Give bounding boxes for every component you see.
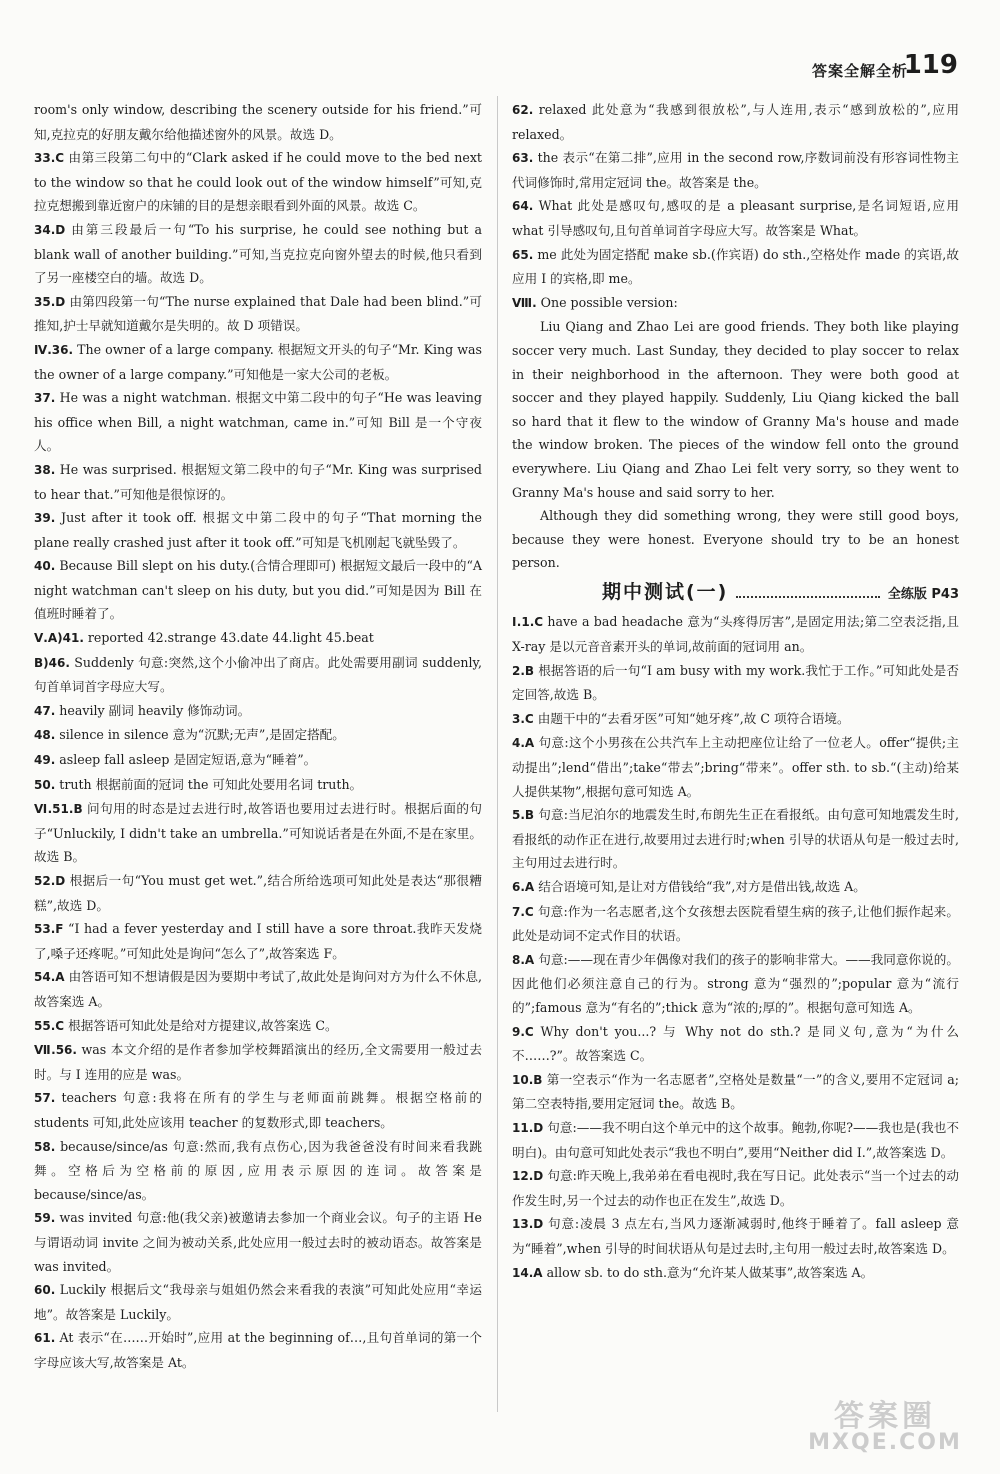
- answer-explanation: Because Bill slept on his duty.(合情合理即可) 根据短文最后一段中的“A night watchman can't sleep on his duty, but you did.”可知是因为 Bill 在值班时睡着了。: [34, 558, 482, 622]
- answer-number: 12.D: [512, 1169, 544, 1184]
- answer-explanation: was 本文介绍的是作者参加学校舞蹈演出的经历,全文需要用一般过去时。与 I 连用的应是 was。: [34, 1042, 482, 1082]
- answer-number: 37.: [34, 391, 56, 406]
- page-header: [0, 0, 1000, 92]
- answer-item: [512, 900, 959, 948]
- answer-item: [34, 1014, 482, 1039]
- answer-explanation: the 表示“在第二排”,应用 in the second row,序数词前没有形容词性物主代词修饰时,常用定冠词 the。故答案是 the。: [512, 150, 959, 190]
- answer-explanation: silence in silence 意为“沉默;无声”,是固定搭配。: [59, 727, 345, 743]
- section-heading: [512, 581, 959, 607]
- answer-item: [34, 651, 482, 699]
- answer-item: [34, 1038, 482, 1086]
- answer-explanation: Suddenly 句意:突然,这个小偷冲出了商店。此处需要用副词 suddenly,句首单词首字母应大写。: [34, 654, 482, 695]
- answer-explanation: Just after it took off. 根据文中第二段中的句子“That morning the plane really crashed just after it took off.”可知是飞机刚起飞就坠毁了。: [34, 510, 482, 550]
- answer-number: 9.C: [512, 1024, 534, 1039]
- answer-item: [34, 1135, 482, 1207]
- answer-item: [34, 1326, 482, 1374]
- answer-number: 34.D: [34, 222, 66, 237]
- answer-explanation: 句意:——现在青少年偶像对我们的孩子的影响非常大。——我同意你说的。因此他们必须注意自己的行为。strong 意为“强烈的”;popular 意为“流行的”;famous 意为“有名的”;thick 意为“浓的;厚的”。根据句意可知选 A。: [512, 951, 959, 1015]
- answer-item: [34, 218, 482, 290]
- answer-item: [34, 626, 482, 651]
- answer-item: [34, 699, 482, 724]
- answer-number: 50.: [34, 777, 56, 792]
- answer-item: [512, 1261, 959, 1286]
- answer-number: 39.: [34, 511, 56, 526]
- answer-number: Ⅶ.56.: [34, 1043, 77, 1058]
- answer-explanation: room's only window, describing the scenery outside for his friend.”可知,克拉克的好朋友戴尔给他描述窗外的风景。故选 D。: [34, 102, 482, 142]
- column-divider: [497, 96, 498, 1412]
- answer-item: [34, 554, 482, 626]
- answer-number: Ⅳ.36.: [34, 342, 74, 357]
- answer-explanation: 由第三段第二句中的“Clark asked if he could move to the bed next to the window so that he could look out of the window himself”可知,克拉克想搬到靠近窗户的床铺的目的是想亲眼看到外面的风景。故选 C。: [34, 150, 482, 214]
- answer-explanation: teachers 句意:我将在所有的学生与老师面前跳舞。根据空格前的 students 可知,此处应该用 teacher 的复数形式,即 teachers。: [34, 1090, 482, 1130]
- answer-item: [34, 869, 482, 917]
- answer-explanation: One possible version:: [540, 294, 678, 310]
- answer-item: [34, 1278, 482, 1326]
- answer-explanation: 句意:昨天晚上,我弟弟在看电视时,我在写日记。此处表示“当一个过去的动作发生时,另一个过去的动作也正在发生”,故选 D。: [512, 1168, 959, 1208]
- answer-number: Ⅷ.: [512, 295, 537, 310]
- answer-number: 6.A: [512, 880, 535, 894]
- answer-number: 47.: [34, 703, 56, 718]
- answer-number: 64.: [512, 199, 534, 214]
- answer-item: [512, 1164, 959, 1212]
- answer-item: [512, 610, 959, 658]
- answer-item: [34, 748, 482, 773]
- answer-number: 61.: [34, 1331, 56, 1346]
- answer-number: 33.C: [34, 151, 65, 166]
- answer-number: Ⅵ.51.B: [34, 802, 83, 817]
- answer-explanation: “I had a fever yesterday and I still have a sore throat.我昨天发烧了,嗓子还疼呢。”可知此处是询问“怎么了”,故答案选 F。: [34, 921, 482, 961]
- answer-item: [34, 506, 482, 554]
- answer-item: [34, 458, 482, 506]
- answer-number: 55.C: [34, 1018, 65, 1033]
- answer-item: [34, 917, 482, 965]
- answer-item: [512, 731, 959, 803]
- answer-item: [34, 338, 482, 386]
- answer-number: Ⅰ.1.C: [512, 615, 544, 630]
- answer-number: 54.A: [34, 970, 65, 985]
- answer-item: [512, 98, 959, 146]
- answer-item: [512, 194, 959, 242]
- answer-explanation: What 此处是感叹句,感叹的是 a pleasant surprise,是名词短语,应用 what 引导感叹句,且句首单词首字母应大写。故答案是 What。: [512, 198, 959, 238]
- answer-explanation: 句意:凌晨 3 点左右,当风力逐渐减弱时,他终于睡着了。fall asleep 意为“睡着”,when 引导的时间状语从句是过去时,主句用一般过去时,故答案选 D。: [512, 1216, 959, 1256]
- answer-item: [34, 290, 482, 338]
- answer-explanation: 根据答语的后一句“I am busy with my work.我忙于工作。”可知此处是否定回答,故选 B。: [512, 662, 959, 703]
- answer-explanation: reported 42.strange 43.date 44.light 45.beat: [87, 630, 374, 646]
- answer-number: 2.B: [512, 663, 535, 678]
- answer-item: [512, 948, 959, 1020]
- answer-explanation: 由答语可知不想请假是因为要期中考试了,故此处是询问对方为什么不休息,故答案选 A。: [34, 969, 482, 1009]
- answer-item: [512, 803, 959, 875]
- answer-item: [512, 875, 959, 900]
- answer-number: 65.: [512, 247, 534, 262]
- answer-item: [512, 1212, 959, 1260]
- answer-explanation: 由第三段最后一句“To his surprise, he could see nothing but a blank wall of another building.”可知,当克拉克向窗外望去的时候,他只看到了另一座楼空白的墙。故选 D。: [34, 221, 482, 286]
- answer-item: [512, 707, 959, 732]
- answer-number: 38.: [34, 462, 56, 477]
- answer-explanation: 句意:当尼泊尔的地震发生时,布朗先生正在看报纸。由句意可知地震发生时,看报纸的动作正在进行,故要用过去进行时;when 引导的状语从句是一般过去时,主句用过去进行时。: [512, 807, 959, 871]
- answer-item: [34, 146, 482, 218]
- answer-explanation: because/since/as 句意:然而,我有点伤心,因为我爸爸没有时间来看我跳舞。空格后为空格前的原因,应用表示原因的连词。故答案是 because/since/as。: [34, 1138, 482, 1202]
- answer-explanation: Why don't you...? 与 Why not do sth.? 是同义句,意为“为什么不……?”。故答案选 C。: [512, 1023, 959, 1064]
- page-number: 119: [903, 50, 958, 80]
- answer-explanation: 结合语境可知,是让对方借钱给“我”,对方是借出钱,故选 A。: [538, 879, 866, 894]
- answer-explanation: was invited 句意:他(我父亲)被邀请去参加一个商业会议。句子的主语 He 与谓语动词 invite 之间为被动关系,此处应用一般过去时的被动语态。故答案是 was invited。: [34, 1210, 482, 1274]
- answer-explanation: asleep fall asleep 是固定短语,意为“睡着”。: [59, 752, 317, 768]
- answer-item: [512, 659, 959, 707]
- answer-number: 59.: [34, 1211, 56, 1226]
- answer-number: 11.D: [512, 1120, 544, 1135]
- answer-item: [34, 965, 482, 1013]
- answer-number: B)46.: [34, 655, 70, 670]
- watermark-logo: [790, 1399, 980, 1464]
- answer-number: 52.D: [34, 874, 66, 888]
- answer-item: [512, 1116, 959, 1164]
- answer-explanation: 由第四段第一句“The nurse explained that Dale had been blind.”可推知,护士早就知道戴尔是失明的。故 D 项错误。: [34, 293, 482, 334]
- essay-paragraph-1: Liu Qiang and Zhao Lei are good friends. They both like playing soccer very much. Last Sunday, they decided to play soccer to relax in their neighborhood in the afternoon. They were both good at soccer and they played happily. Suddenly, Liu Qiang kicked the ball so hard that it flew to the window of Granny Ma's house and made the window broken. The pieces of the window fell onto the ground everywhere. Liu Qiang and Zhao Lei felt very sorry, so they went to Granny Ma's house and said sorry to her.: [512, 319, 959, 500]
- answer-explanation: 由题干中的“去看牙医”可知“她牙疼”,故 C 项符合语境。: [537, 710, 850, 726]
- answer-number: 49.: [34, 753, 56, 768]
- answer-number: 5.B: [512, 808, 535, 823]
- answer-explanation: truth 根据前面的冠词 the 可知此处要用名词 truth。: [59, 776, 363, 792]
- answer-item: [34, 98, 482, 146]
- answer-number: 58.: [34, 1139, 56, 1154]
- answer-number: 4.A: [512, 736, 535, 751]
- answer-explanation: He was surprised. 根据短文第二段中的句子“Mr. King was surprised to hear that.”可知他是很惊讶的。: [34, 461, 482, 502]
- answer-number: 35.D: [34, 294, 66, 309]
- answer-number: 48.: [34, 728, 56, 743]
- answer-number: Ⅴ.A)41.: [34, 631, 84, 646]
- answer-number: 63.: [512, 151, 534, 166]
- section-reference: 全练版 P43: [887, 586, 959, 602]
- answer-explanation: At 表示“在……开始时”,应用 at the beginning of…,且句首单词的第一个字母应该大写,故答案是 At。: [34, 1330, 482, 1370]
- answer-number: 60.: [34, 1283, 56, 1298]
- answer-explanation: relaxed 此处意为“我感到很放松”,与人连用,表示“感到放松的”,应用 relaxed。: [512, 102, 959, 142]
- answer-item: [34, 797, 482, 869]
- answer-item: [512, 291, 959, 316]
- answer-number: 3.C: [512, 711, 534, 726]
- answer-explanation: Luckily 根据后文“我母亲与姐姐仍然会来看我的表演”可知此处应用“幸运地”。故答案是 Luckily。: [34, 1282, 482, 1322]
- answer-explanation: 句意:——我不明白这个单元中的这个故事。鲍勃,你呢?——我也是(我也不明白)。由句意可知此处表示“我也不明白”,要用“Neither did I.”,故答案选 D。: [512, 1119, 959, 1160]
- answer-explanation: 问句用的时态是过去进行时,故答语也要用过去进行时。根据后面的句子“Unluckily, I didn't take an umbrella.”可知说话者是在外面,不是在家里。故选 B。: [34, 801, 482, 865]
- answer-number: 40.: [34, 559, 56, 574]
- answer-explanation: 句意:这个小男孩在公共汽车上主动把座位让给了一位老人。offer“提供;主动提出”;lend“借出”;take“带去”;bring“带来”。offer sth. to sb.“(主动)给某人提供某物”,根据句意可知选 A。: [512, 735, 959, 799]
- watermark-url: MXQE.COM: [808, 1430, 962, 1455]
- answer-explanation: me 此处为固定搭配 make sb.(作宾语) do sth.,空格处作 made 的宾语,故应用 I 的宾格,即 me。: [512, 246, 959, 287]
- answer-explanation: 根据后一句“You must get wet.”,结合所给选项可知此处是表达“那很糟糕”,故选 D。: [34, 873, 482, 913]
- answer-item: [34, 723, 482, 748]
- answer-explanation: The owner of a large company. 根据短文开头的句子“Mr. King was the owner of a large company.”可知他是一家大公司的老板。: [34, 341, 483, 382]
- answer-item: [512, 243, 959, 291]
- answer-item: [34, 386, 482, 458]
- essay-paragraph-2: Although they did something wrong, they were still good boys, because they were honest. Everyone should try to be an honest person.: [512, 508, 959, 571]
- answer-explanation: allow sb. to do sth.意为“允许某人做某事”,故答案选 A。: [546, 1264, 874, 1280]
- answer-explanation: 句意:作为一名志愿者,这个女孩想去医院看望生病的孩子,让他们振作起来。此处是动词不定式作目的状语。: [512, 903, 959, 944]
- answer-explanation: heavily 副词 heavily 修饰动词。: [59, 702, 251, 718]
- answer-explanation: 根据答语可知此处是给对方提建议,故答案选 C。: [68, 1017, 338, 1033]
- answer-explanation: He was a night watchman. 根据文中第二段中的句子“He was leaving his office when Bill, a night watchman, came in.”可知 Bill 是一个守夜人。: [34, 390, 482, 454]
- watermark-logo-text: 答案圈: [834, 1399, 936, 1434]
- answer-number: 14.A: [512, 1265, 543, 1280]
- answer-item: [512, 1020, 959, 1068]
- section-title: 期中测试(一): [602, 580, 729, 603]
- answer-number: 57.: [34, 1091, 56, 1106]
- answer-number: 8.A: [512, 952, 535, 967]
- answer-item: [34, 773, 482, 798]
- left-column: [34, 98, 482, 1374]
- right-column: [512, 98, 959, 1285]
- answer-number: 7.C: [512, 904, 534, 919]
- answer-number: 13.D: [512, 1217, 544, 1232]
- answer-explanation: have a bad headache 意为“头疼得厉害”,是固定用法;第二空表泛指,且 X-ray 是以元音音素开头的单词,故前面的冠词用 an。: [512, 614, 959, 655]
- answer-number: 10.B: [512, 1072, 543, 1087]
- answer-item: [512, 1068, 959, 1116]
- answer-item: [34, 1206, 482, 1278]
- essay: [512, 315, 959, 575]
- answer-item: [512, 146, 959, 194]
- dotted-leader: [736, 596, 879, 598]
- answer-number: 53.F: [34, 922, 64, 937]
- book-section-title: 答案全解全析: [811, 62, 908, 80]
- answer-item: [34, 1086, 482, 1134]
- answer-number: 62.: [512, 103, 534, 117]
- answer-explanation: 第一空表示“作为一名志愿者”,空格处是数量“一”的含义,要用不定冠词 a;第二空表特指,要用定冠词 the。故选 B。: [512, 1071, 959, 1112]
